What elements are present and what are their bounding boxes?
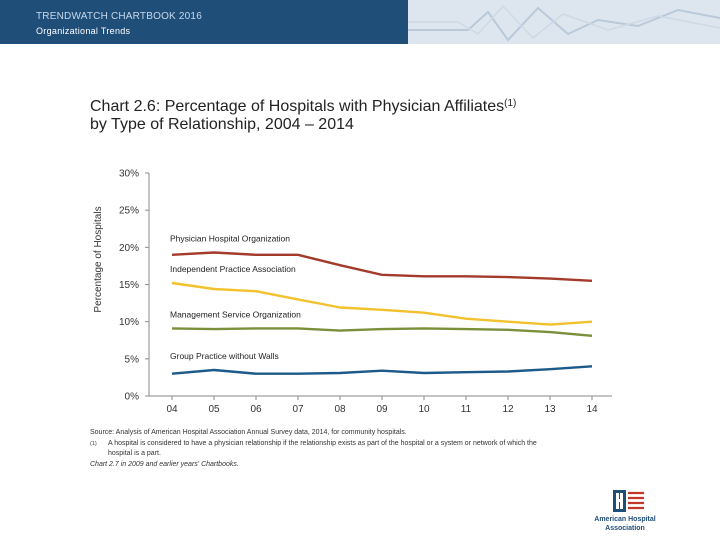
x-tick-label: 07 [292, 404, 304, 415]
x-tick-label: 09 [376, 404, 388, 415]
y-tick-label: 0% [124, 391, 139, 403]
y-tick-label: 25% [118, 205, 139, 217]
series-label-3: Management Service Organization [170, 309, 301, 320]
y-tick-label: 30% [118, 168, 139, 180]
x-tick-label: 04 [166, 404, 178, 415]
series-line-3 [172, 328, 592, 335]
aha-logo [586, 488, 664, 534]
reference-note: Chart 2.7 in 2009 and earlier years' Chartbooks. [90, 460, 239, 468]
series-label-4: Group Practice without Walls [170, 350, 279, 361]
y-tick-label: 15% [118, 280, 139, 291]
series-label-1: Physician Hospital Organization [170, 233, 291, 244]
chart-title-line2: by Type of Relationship, 2004 – 2014 [90, 116, 354, 133]
logo-text-line1: American Hospital [594, 516, 656, 523]
y-axis-label: Percentage of Hospitals [93, 206, 104, 313]
x-tick-label: 06 [250, 404, 262, 415]
x-tick-label: 11 [460, 404, 472, 415]
source-line: Source: Analysis of American Hospital Association Annual Survey data, 2014, for community hospitals. [90, 429, 407, 436]
title-footnote-mark: (1) [504, 98, 517, 109]
footnote-row [90, 439, 560, 460]
footnote-mark: (1) [90, 440, 97, 447]
x-tick-label: 10 [418, 404, 430, 415]
source-notes [90, 428, 560, 470]
section-title: Organizational Trends [36, 26, 131, 36]
chartbook-title: TRENDWATCH CHARTBOOK 2016 [36, 11, 202, 22]
chart-title-text: Chart 2.6: Percentage of Hospitals with Physician Affiliates [90, 98, 505, 115]
x-tick-label: 08 [334, 404, 346, 415]
y-tick-label: 10% [118, 317, 139, 329]
logo-text-line2: Association [605, 525, 645, 532]
x-tick-label: 12 [502, 404, 514, 415]
series-label-2: Independent Practice Association [170, 264, 296, 275]
aha-logo-mark [586, 488, 664, 516]
x-tick-label: 13 [544, 404, 556, 415]
x-tick-label: 14 [586, 404, 598, 415]
x-tick-label: 05 [208, 404, 220, 415]
series-line-4 [172, 366, 592, 373]
footnote-text: A hospital is considered to have a physician relationship if the relationship exists as part of the hospital or a system or network of which the hospital is a part. [108, 439, 537, 457]
y-tick-label: 20% [118, 242, 139, 254]
y-tick-label: 5% [124, 354, 139, 366]
